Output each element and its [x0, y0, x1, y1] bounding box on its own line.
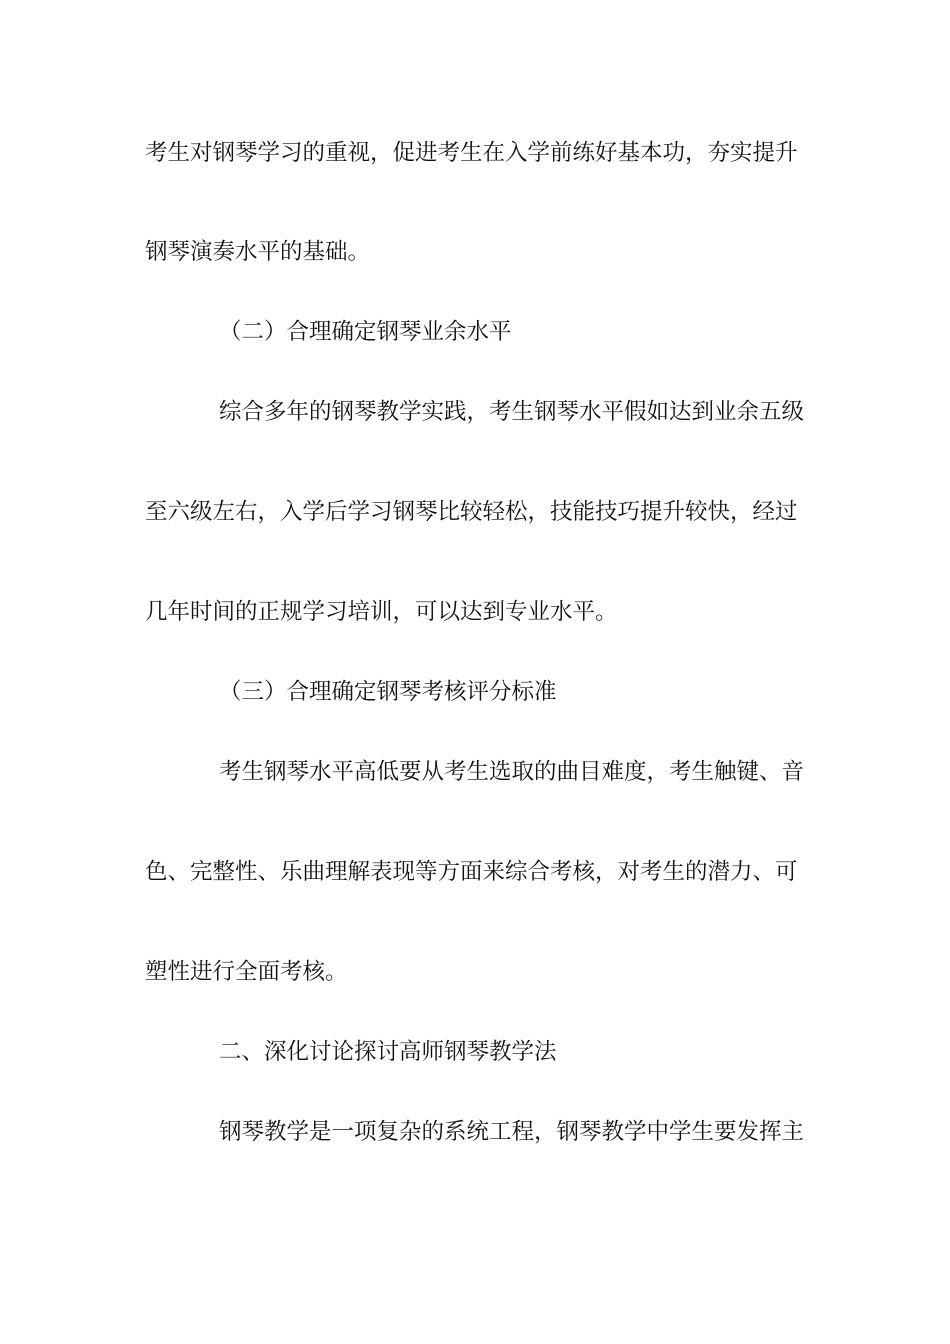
paragraph-line: 几年时间的正规学习培训，可以达到专业水平。: [145, 599, 618, 625]
paragraph-line: 至六级左右，入学后学习钢琴比较轻松，技能技巧提升较快，经过: [145, 499, 798, 525]
paragraph-line: 钢琴演奏水平的基础。: [145, 239, 371, 265]
paragraph-line: 色、完整性、乐曲理解表现等方面来综合考核，对考生的潜力、可: [145, 859, 798, 885]
paragraph-line: 考生钢琴水平高低要从考生选取的曲目难度，考生触键、音: [219, 759, 805, 785]
section-heading-3: （三）合理确定钢琴考核评分标准: [219, 679, 557, 705]
paragraph-line: 塑性进行全面考核。: [145, 959, 348, 985]
paragraph-line: 综合多年的钢琴教学实践，考生钢琴水平假如达到业余五级: [219, 399, 805, 425]
paragraph-line: 考生对钢琴学习的重视，促进考生在入学前练好基本功，夯实提升: [145, 140, 798, 166]
paragraph-line: 钢琴教学是一项复杂的系统工程，钢琴教学中学生要发挥主: [219, 1119, 805, 1145]
section-heading-2: （二）合理确定钢琴业余水平: [219, 319, 512, 345]
chapter-heading: 二、深化讨论探讨高师钢琴教学法: [219, 1039, 557, 1065]
